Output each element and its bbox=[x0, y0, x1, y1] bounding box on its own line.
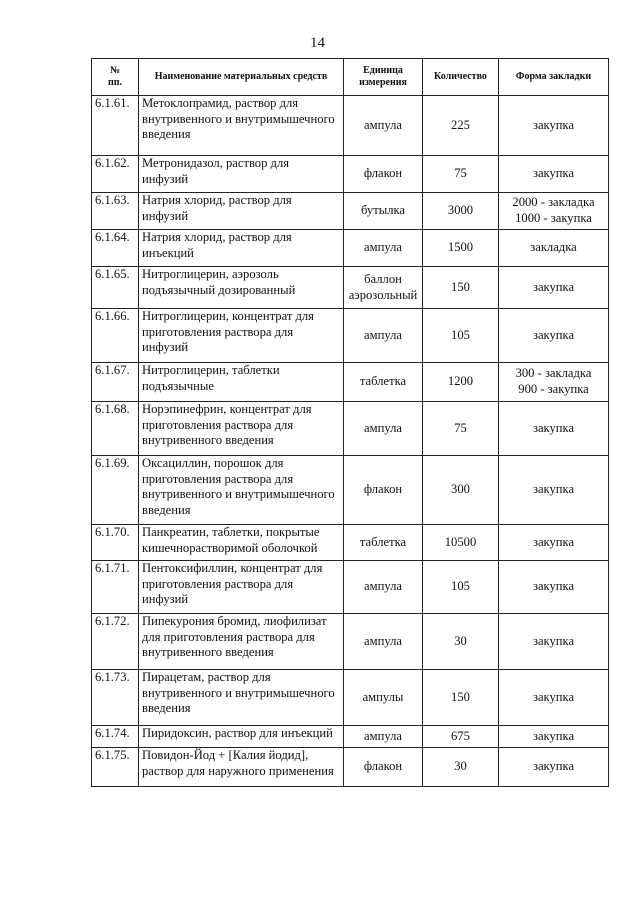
unit-cell bbox=[344, 193, 423, 230]
form-line: закупка bbox=[532, 689, 575, 704]
unit-line: ампулы bbox=[362, 689, 404, 704]
unit-cell bbox=[344, 456, 423, 525]
unit-cell bbox=[344, 748, 423, 787]
item-number-cell: 6.1.71. bbox=[92, 561, 139, 614]
quantity-cell: 75 bbox=[423, 402, 499, 456]
quantity-cell: 150 bbox=[423, 670, 499, 726]
form-line: закупка bbox=[532, 759, 575, 774]
item-name-cell bbox=[139, 309, 344, 363]
form-cell bbox=[499, 230, 609, 267]
quantity-cell: 3000 bbox=[423, 193, 499, 230]
form-line: закупка bbox=[532, 728, 575, 743]
table-row bbox=[92, 456, 609, 525]
table-row bbox=[92, 156, 609, 193]
unit-cell bbox=[344, 614, 423, 670]
table-row bbox=[92, 614, 609, 670]
form-line: 2000 - закладка bbox=[512, 195, 595, 210]
form-cell bbox=[499, 363, 609, 402]
unit-cell bbox=[344, 309, 423, 363]
item-name-line: Нитроглицерин, таблетки bbox=[142, 363, 280, 377]
item-number-cell: 6.1.73. bbox=[92, 670, 139, 726]
item-name-line: приготовления раствора для bbox=[142, 324, 294, 339]
item-name-cell bbox=[139, 230, 344, 267]
form-line: закупка bbox=[532, 633, 575, 648]
unit-line: флакон bbox=[363, 482, 403, 497]
item-name-line: Метронидазол, раствор для bbox=[142, 156, 290, 170]
item-name-line: внутривенного и внутримышечного bbox=[142, 487, 335, 502]
unit-cell bbox=[344, 230, 423, 267]
unit-line: таблетка bbox=[359, 374, 407, 389]
table-row bbox=[92, 309, 609, 363]
unit-line: таблетка bbox=[359, 534, 407, 549]
item-name-line: Пиридоксин, раствор для инъекций bbox=[142, 726, 333, 740]
item-name-line: Метоклопрамид, раствор для bbox=[142, 96, 299, 110]
header-unit bbox=[344, 59, 423, 96]
item-name-line: введения bbox=[142, 701, 191, 716]
item-number-cell: 6.1.68. bbox=[92, 402, 139, 456]
item-number-cell: 6.1.64. bbox=[92, 230, 139, 267]
form-line: 1000 - закупка bbox=[515, 211, 592, 225]
form-cell bbox=[499, 525, 609, 561]
item-number-cell: 6.1.72. bbox=[92, 614, 139, 670]
item-name-line: введения bbox=[142, 502, 191, 517]
item-number-cell: 6.1.62. bbox=[92, 156, 139, 193]
item-name-line: внутривенного введения bbox=[142, 645, 274, 660]
unit-cell bbox=[344, 156, 423, 193]
item-name-line: Оксациллин, порошок для bbox=[142, 456, 284, 470]
item-name-line: Нитроглицерин, аэрозоль bbox=[142, 267, 279, 281]
quantity-cell: 75 bbox=[423, 156, 499, 193]
unit-cell bbox=[344, 525, 423, 561]
form-line: 300 - закладка bbox=[515, 366, 592, 381]
header-num bbox=[92, 59, 139, 96]
item-name-line: Пирацетам, раствор для bbox=[142, 670, 271, 684]
item-name-line: подъязычные bbox=[142, 378, 214, 393]
form-cell bbox=[499, 156, 609, 193]
table-row bbox=[92, 267, 609, 309]
item-name-line: инфузий bbox=[142, 592, 189, 607]
unit-line: ампула bbox=[364, 117, 402, 132]
item-name-cell bbox=[139, 748, 344, 787]
form-cell bbox=[499, 96, 609, 156]
table-row bbox=[92, 561, 609, 614]
table-row bbox=[92, 96, 609, 156]
form-cell bbox=[499, 402, 609, 456]
table-row bbox=[92, 402, 609, 456]
form-cell bbox=[499, 309, 609, 363]
item-number-cell: 6.1.66. bbox=[92, 309, 139, 363]
item-name-line: введения bbox=[142, 127, 191, 142]
item-name-line: инфузий bbox=[142, 340, 189, 355]
quantity-cell: 1200 bbox=[423, 363, 499, 402]
table-row bbox=[92, 525, 609, 561]
header-name: Наименование материальных средств bbox=[139, 59, 344, 96]
item-name-cell bbox=[139, 525, 344, 561]
item-number-cell: 6.1.74. bbox=[92, 726, 139, 748]
quantity-cell: 30 bbox=[423, 748, 499, 787]
quantity-cell: 1500 bbox=[423, 230, 499, 267]
quantity-cell: 675 bbox=[423, 726, 499, 748]
form-cell bbox=[499, 193, 609, 230]
header-num-line: № bbox=[109, 65, 121, 76]
item-name-line: Повидон-Йод + [Калия йодид], bbox=[142, 748, 309, 762]
item-name-line: внутривенного и внутримышечного bbox=[142, 685, 335, 700]
item-number-cell: 6.1.70. bbox=[92, 525, 139, 561]
page-number: 14 bbox=[310, 35, 325, 51]
item-name-line: Натрия хлорид, раствор для bbox=[142, 230, 292, 244]
item-name-cell bbox=[139, 561, 344, 614]
item-name-line: подъязычный дозированный bbox=[142, 282, 296, 297]
item-name-cell bbox=[139, 267, 344, 309]
form-line: закупка bbox=[532, 579, 575, 594]
unit-line: ампула bbox=[364, 327, 402, 342]
unit-cell bbox=[344, 363, 423, 402]
form-cell bbox=[499, 726, 609, 748]
form-line: закладка bbox=[530, 240, 577, 255]
table-row bbox=[92, 726, 609, 748]
item-name-line: приготовления раствора для bbox=[142, 417, 294, 432]
header-qty: Количество bbox=[423, 59, 499, 96]
form-cell bbox=[499, 456, 609, 525]
unit-line: бутылка bbox=[361, 203, 405, 218]
item-name-cell bbox=[139, 726, 344, 748]
item-number-cell: 6.1.61. bbox=[92, 96, 139, 156]
form-cell bbox=[499, 267, 609, 309]
table-body bbox=[92, 96, 609, 787]
unit-cell bbox=[344, 726, 423, 748]
form-cell bbox=[499, 561, 609, 614]
table-row bbox=[92, 230, 609, 267]
item-name-line: Пентоксифиллин, концентрат для bbox=[142, 561, 323, 575]
item-name-line: Норэпинефрин, концентрат для bbox=[142, 402, 312, 416]
unit-line: ампула bbox=[364, 240, 402, 255]
form-line: закупка bbox=[532, 420, 575, 435]
item-name-cell bbox=[139, 156, 344, 193]
item-name-line: инъекций bbox=[142, 245, 194, 260]
header-num-line: пп. bbox=[107, 77, 123, 88]
unit-line: ампула bbox=[364, 728, 402, 743]
header-unit-line: измерения bbox=[359, 77, 407, 88]
quantity-cell: 105 bbox=[423, 309, 499, 363]
item-name-line: приготовления раствора для bbox=[142, 471, 294, 486]
item-number-cell: 6.1.65. bbox=[92, 267, 139, 309]
quantity-cell: 300 bbox=[423, 456, 499, 525]
item-number-cell: 6.1.69. bbox=[92, 456, 139, 525]
item-name-line: внутривенного введения bbox=[142, 433, 274, 448]
item-name-cell bbox=[139, 614, 344, 670]
item-name-line: Натрия хлорид, раствор для bbox=[142, 193, 292, 207]
form-line: закупка bbox=[532, 534, 575, 549]
unit-cell bbox=[344, 267, 423, 309]
item-name-cell bbox=[139, 456, 344, 525]
unit-cell bbox=[344, 561, 423, 614]
unit-line: ампула bbox=[364, 579, 402, 594]
unit-cell bbox=[344, 670, 423, 726]
unit-cell bbox=[344, 96, 423, 156]
item-name-line: Нитроглицерин, концентрат для bbox=[142, 309, 314, 323]
table-header-row bbox=[92, 59, 609, 96]
header-unit-line: Единица bbox=[363, 65, 403, 76]
form-cell bbox=[499, 670, 609, 726]
header-form: Форма закладки bbox=[499, 59, 609, 96]
item-name-line: Панкреатин, таблетки, покрытые bbox=[142, 525, 320, 539]
item-name-line: инфузий bbox=[142, 208, 189, 223]
quantity-cell: 150 bbox=[423, 267, 499, 309]
form-cell bbox=[499, 614, 609, 670]
item-number-cell: 6.1.75. bbox=[92, 748, 139, 787]
item-name-cell bbox=[139, 363, 344, 402]
item-name-cell bbox=[139, 193, 344, 230]
table-row bbox=[92, 748, 609, 787]
item-name-line: для приготовления раствора для bbox=[142, 629, 315, 644]
item-name-cell bbox=[139, 670, 344, 726]
quantity-cell: 30 bbox=[423, 614, 499, 670]
unit-line: флакон bbox=[363, 166, 403, 181]
form-line: закупка bbox=[532, 482, 575, 497]
item-number-cell: 6.1.67. bbox=[92, 363, 139, 402]
item-name-line: раствор для наружного применения bbox=[142, 763, 334, 778]
unit-line: аэрозольный bbox=[348, 287, 418, 302]
table-row bbox=[92, 193, 609, 230]
item-name-line: приготовления раствора для bbox=[142, 576, 294, 591]
item-name-cell bbox=[139, 402, 344, 456]
form-line: закупка bbox=[532, 279, 575, 294]
table-row bbox=[92, 363, 609, 402]
unit-line: флакон bbox=[363, 759, 403, 774]
item-number-cell: 6.1.63. bbox=[92, 193, 139, 230]
form-line: закупка bbox=[532, 166, 575, 181]
quantity-cell: 225 bbox=[423, 96, 499, 156]
item-name-cell bbox=[139, 96, 344, 156]
quantity-cell: 10500 bbox=[423, 525, 499, 561]
item-name-line: Пипекурония бромид, лиофилизат bbox=[142, 614, 327, 628]
form-cell bbox=[499, 748, 609, 787]
quantity-cell: 105 bbox=[423, 561, 499, 614]
form-line: закупка bbox=[532, 327, 575, 342]
item-name-line: кишечнорастворимой оболочкой bbox=[142, 540, 318, 555]
unit-line: ампула bbox=[364, 420, 402, 435]
form-line: 900 - закупка bbox=[518, 382, 589, 396]
unit-line: ампула bbox=[364, 633, 402, 648]
table-row bbox=[92, 670, 609, 726]
unit-cell bbox=[344, 402, 423, 456]
unit-line: баллон bbox=[364, 271, 402, 286]
form-line: закупка bbox=[532, 117, 575, 132]
item-name-line: инфузий bbox=[142, 171, 189, 186]
item-name-line: внутривенного и внутримышечного bbox=[142, 111, 335, 126]
materials-table bbox=[91, 58, 609, 787]
